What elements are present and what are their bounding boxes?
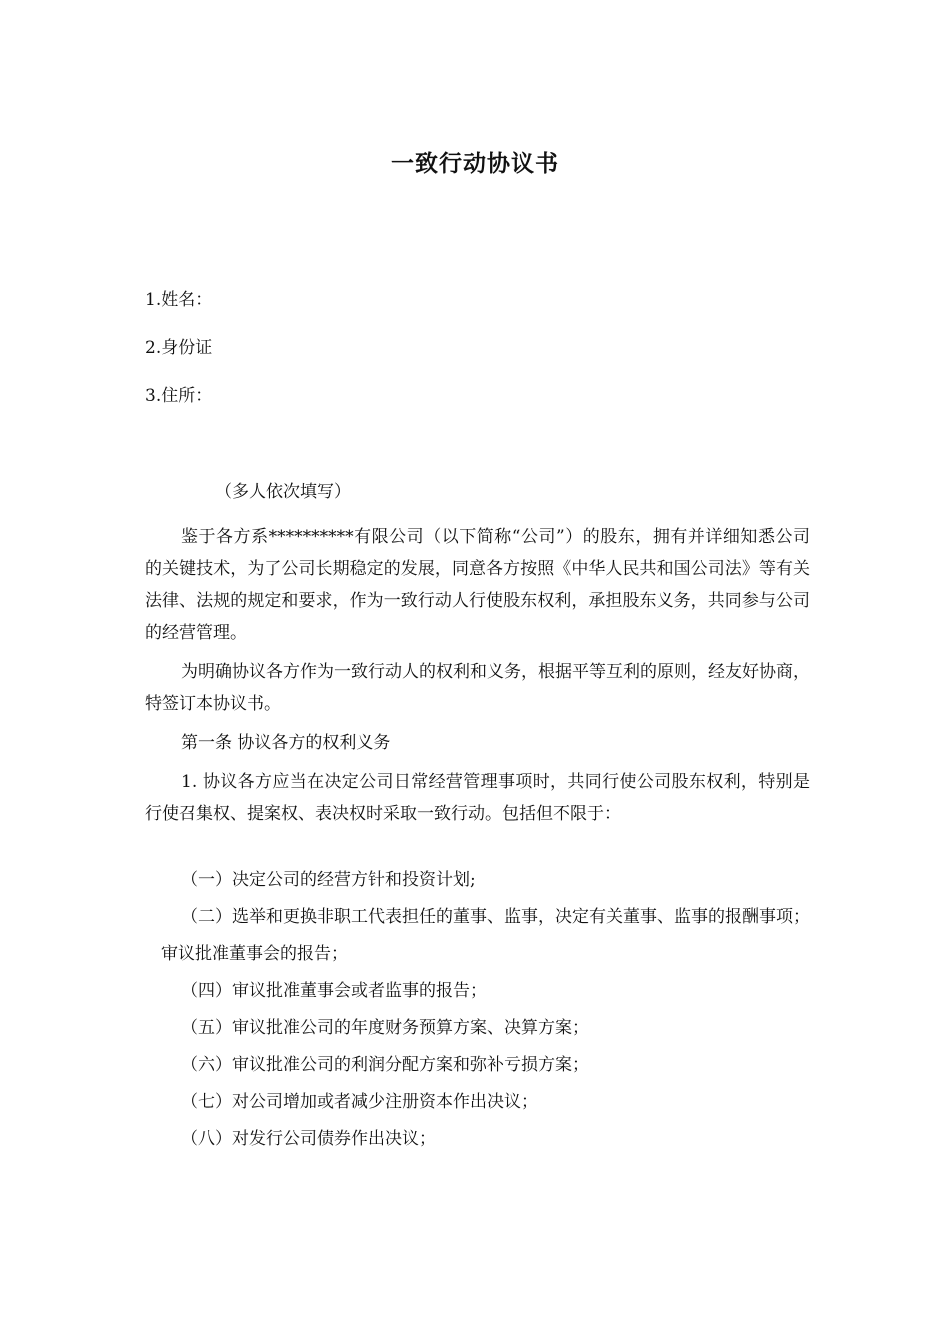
document-title: 一致行动协议书 <box>391 151 559 177</box>
fill-in-note: （多人依次填写） <box>215 482 351 502</box>
paragraph-purpose: 为明确协议各方作为一致行动人的权利和义务，根据平等互利的原则，经友好协商，特签订本协议书。 <box>145 662 810 714</box>
paragraph-preamble: 鉴于各方系**********有限公司（以下简称“公司”）的股东，拥有并详细知悉公司的关键技术，为了公司长期稳定的发展，同意各方按照《中华人民共和国公司法》等有关法律、法规的规定和要求，作为一致行动人行使股东权利，承担股东义务，共同参与公司的经营管理。 <box>145 527 810 643</box>
list-item: （一）决定公司的经营方针和投资计划; <box>181 870 476 890</box>
field-id-card: 2.身份证 <box>145 338 213 358</box>
clause-one: 1. 协议各方应当在决定公司日常经营管理事项时，共同行使公司股东权利，特别是行使召集权、提案权、表决权时采取一致行动。包括但不限于： <box>145 772 810 824</box>
list-item: （六）审议批准公司的利润分配方案和弥补亏损方案； <box>181 1055 589 1075</box>
article-one-heading: 第一条 协议各方的权利义务 <box>181 733 391 753</box>
list-item: （二）选举和更换非职工代表担任的董事、监事，决定有关董事、监事的报酬事项； <box>181 907 810 927</box>
document-body <box>145 521 810 830</box>
field-name: 1.姓名： <box>145 290 213 310</box>
clause-list <box>145 864 810 1155</box>
list-item: （八）对发行公司债券作出决议； <box>181 1129 436 1149</box>
list-item: 审议批准董事会的报告； <box>161 944 348 964</box>
field-address: 3.住所： <box>145 386 213 406</box>
list-item: （四）审议批准董事会或者监事的报告； <box>181 981 487 1001</box>
list-item: （七）对公司增加或者减少注册资本作出决议； <box>181 1092 538 1112</box>
list-item: （五）审议批准公司的年度财务预算方案、决算方案； <box>181 1018 589 1038</box>
